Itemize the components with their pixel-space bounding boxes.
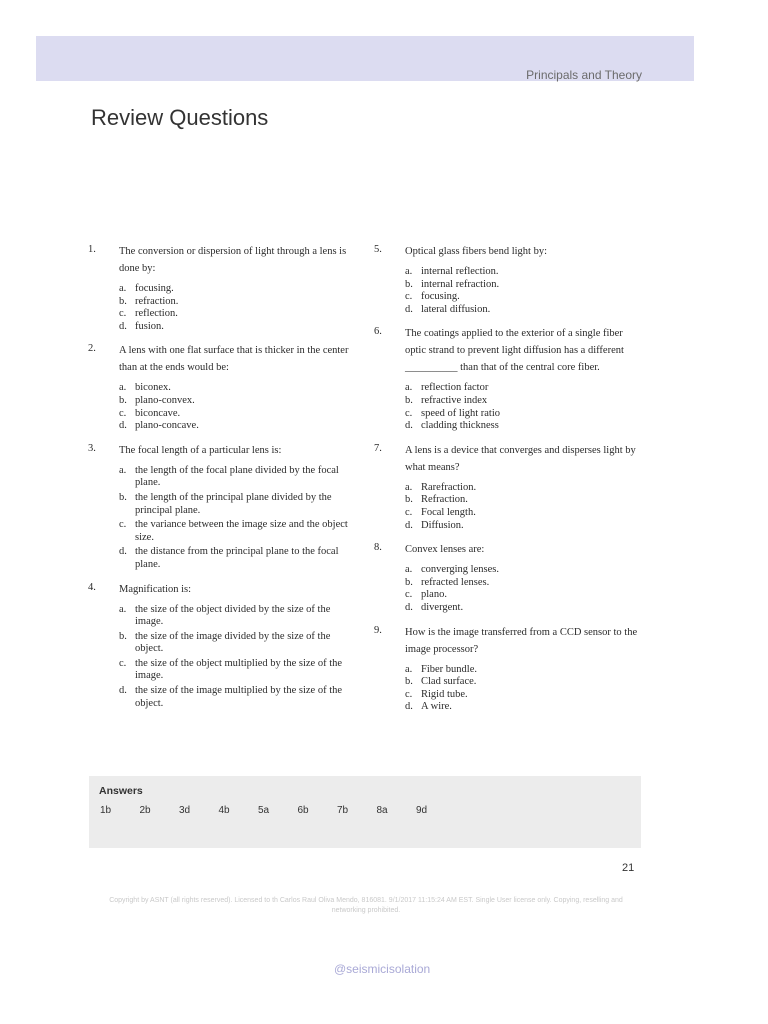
question-number: 1.: [88, 244, 96, 255]
question-text: Convex lenses are:: [405, 544, 485, 556]
option-text: Rarefraction.: [421, 481, 477, 493]
option-text: reflection.: [135, 308, 178, 320]
option-letter: c.: [119, 657, 127, 669]
option-letter: a.: [405, 382, 413, 394]
option-text: internal reflection.: [421, 266, 499, 277]
answer-option: [405, 564, 640, 577]
answer-option: [405, 395, 640, 408]
answer-option: [405, 266, 640, 279]
answer-option: [119, 465, 354, 490]
answer-option: [119, 382, 354, 395]
question-number: 5.: [374, 244, 382, 255]
answer-option: [405, 494, 640, 507]
option-list: [119, 283, 354, 333]
option-text: plano.: [421, 589, 447, 601]
option-letter: c.: [119, 519, 127, 531]
option-letter: c.: [119, 407, 127, 419]
option-text: Clad surface.: [421, 676, 477, 688]
answer-option: [405, 420, 640, 433]
option-letter: c.: [405, 407, 413, 419]
answer-option: [119, 420, 354, 433]
option-text: refraction.: [135, 295, 179, 307]
copyright-notice: Copyright by ASNT (all rights reserved). Licensed to th Carlos Raul Oliva Mendo, 816081. 9/1/2017 11:15:24 AM EST. Single User license only. Copying, reselling and networking prohibited.: [109, 897, 623, 914]
question-item: [88, 243, 354, 333]
option-letter: b.: [119, 491, 127, 503]
option-letter: d.: [405, 519, 413, 531]
option-letter: b.: [405, 394, 413, 406]
answer-option: [119, 395, 354, 408]
option-letter: a.: [119, 464, 127, 476]
option-list: [119, 604, 354, 711]
question-number: 4.: [88, 581, 96, 593]
option-text: plano-concave.: [135, 420, 199, 432]
option-text: the size of the object divided by the size of the image.: [135, 603, 331, 628]
option-letter: b.: [405, 676, 413, 688]
option-text: the length of the focal plane divided by the focal plane.: [135, 464, 339, 489]
option-letter: a.: [119, 283, 127, 294]
option-text: focusing.: [135, 283, 174, 294]
option-letter: a.: [119, 603, 127, 615]
option-letter: a.: [405, 564, 413, 576]
question-number: 9.: [374, 624, 382, 636]
option-letter: c.: [119, 308, 127, 320]
option-text: fusion.: [135, 320, 164, 332]
answer-option: [405, 279, 640, 292]
question-item: [374, 624, 640, 714]
option-list: [405, 564, 640, 614]
option-text: Fiber bundle.: [421, 663, 477, 675]
option-text: the variance between the image size and the object size.: [135, 519, 348, 543]
answers-title: Answers: [99, 785, 143, 797]
answer-option: [405, 382, 640, 395]
option-list: [405, 482, 640, 532]
option-text: the size of the image multiplied by the size of the object.: [135, 685, 343, 709]
header-band: [36, 36, 694, 81]
question-text: A lens is a device that converges and disperses light by what means?: [405, 444, 636, 473]
question-text: Optical glass fibers bend light by:: [405, 246, 548, 257]
answer-key-item: 6b: [297, 805, 309, 816]
option-text: internal refraction.: [421, 278, 500, 290]
option-letter: d.: [119, 546, 127, 558]
option-letter: d.: [405, 420, 413, 432]
question-text: The conversion or dispersion of light through a lens is done by:: [119, 246, 347, 274]
question-item: [374, 541, 640, 614]
question-number: 8.: [374, 542, 382, 554]
option-letter: d.: [119, 420, 127, 432]
option-text: cladding thickness: [421, 420, 499, 432]
option-letter: b.: [119, 630, 127, 642]
section-title: Principals and Theory: [526, 68, 642, 82]
option-text: plano-convex.: [135, 394, 195, 406]
question-item: [374, 442, 640, 532]
answer-option: [119, 308, 354, 321]
answer-option: [119, 321, 354, 334]
option-letter: d.: [119, 685, 127, 697]
option-text: the size of the object multiplied by the size of the image.: [135, 657, 343, 682]
page-title: Review Questions: [91, 105, 269, 130]
option-text: speed of light ratio: [421, 407, 501, 419]
questions-column-right: [374, 243, 640, 723]
answer-key-item: 7b: [337, 805, 349, 816]
option-letter: c.: [405, 291, 413, 303]
option-letter: b.: [405, 278, 413, 290]
answer-key-item: 5a: [258, 805, 270, 816]
option-text: converging lenses.: [421, 564, 499, 576]
answer-option: [405, 602, 640, 615]
option-text: A wire.: [421, 701, 452, 713]
answer-key-item: 4b: [218, 805, 230, 816]
option-letter: a.: [405, 481, 413, 493]
option-letter: a.: [405, 663, 413, 675]
question-text: A lens with one flat surface that is thicker in the center than at the ends would be:: [119, 345, 349, 374]
answer-key-item: 2b: [139, 805, 151, 816]
answer-option: [405, 408, 640, 421]
question-text: Magnification is:: [119, 583, 192, 595]
option-letter: d.: [405, 601, 413, 613]
option-text: reflection factor: [421, 382, 489, 394]
answer-option: [405, 291, 640, 304]
question-text: The coatings applied to the exterior of a single fiber optic strand to prevent light diffusion has a different __________ than that of the central core fiber.: [405, 328, 624, 374]
option-text: the length of the principal plane divided by the principal plane.: [135, 491, 332, 516]
answer-key-item: 1b: [100, 805, 112, 816]
answer-option: [119, 492, 354, 517]
answer-option: [119, 631, 354, 656]
option-letter: b.: [119, 394, 127, 406]
answer-option: [405, 482, 640, 495]
question-item: [374, 325, 640, 432]
option-text: biconex.: [135, 382, 171, 394]
option-text: the distance from the principal plane to the focal plane.: [135, 546, 339, 570]
answer-option: [119, 283, 354, 296]
option-letter: d.: [119, 320, 127, 332]
answers-box: [89, 776, 641, 848]
answer-option: [405, 304, 640, 317]
option-letter: c.: [405, 506, 413, 518]
answer-option: [119, 296, 354, 309]
option-letter: b.: [405, 576, 413, 588]
answer-key-item: 3d: [179, 805, 191, 816]
answer-option: [119, 685, 354, 710]
option-text: lateral diffusion.: [421, 303, 491, 315]
option-letter: b.: [119, 295, 127, 307]
option-text: the size of the image divided by the size of the object.: [135, 630, 331, 655]
option-text: Refraction.: [421, 494, 468, 506]
answer-option: [405, 577, 640, 590]
option-text: refracted lenses.: [421, 576, 490, 588]
answer-option: [405, 589, 640, 602]
answer-key-item: 9d: [416, 805, 428, 816]
answers-row: [100, 805, 456, 816]
question-item: [374, 243, 640, 316]
answer-option: [119, 604, 354, 629]
page-number: 21: [622, 862, 635, 874]
question-item: [88, 581, 354, 711]
question-text: How is the image transferred from a CCD sensor to the image processor?: [405, 626, 638, 655]
answer-option: [405, 507, 640, 520]
question-text: The focal length of a particular lens is:: [119, 444, 282, 456]
answer-option: [119, 658, 354, 683]
answer-option: [119, 519, 354, 544]
questions-column-left: [88, 243, 354, 719]
option-letter: d.: [405, 303, 413, 315]
answer-option: [405, 664, 640, 677]
option-list: [405, 664, 640, 714]
option-letter: c.: [405, 589, 413, 601]
option-letter: a.: [405, 266, 413, 277]
answer-key-item: 8a: [376, 805, 388, 816]
option-list: [119, 382, 354, 432]
answer-option: [405, 676, 640, 689]
watermark: @seismicisolation: [334, 962, 431, 976]
answer-option: [119, 408, 354, 421]
question-number: 3.: [88, 442, 96, 454]
answer-option: [405, 701, 640, 714]
option-text: Diffusion.: [421, 519, 464, 531]
answer-option: [405, 520, 640, 533]
answer-option: [405, 689, 640, 702]
option-list: [405, 266, 640, 316]
option-letter: d.: [405, 701, 413, 713]
option-letter: c.: [405, 688, 413, 700]
option-letter: a.: [119, 382, 127, 394]
answer-option: [119, 546, 354, 571]
option-text: divergent.: [421, 601, 464, 613]
option-text: focusing.: [421, 291, 460, 303]
question-number: 7.: [374, 442, 382, 454]
option-letter: b.: [405, 494, 413, 506]
question-number: 6.: [374, 326, 382, 338]
option-text: refractive index: [421, 394, 488, 406]
option-text: Rigid tube.: [421, 688, 468, 700]
question-item: [88, 342, 354, 432]
option-list: [405, 382, 640, 432]
option-text: biconcave.: [135, 407, 181, 419]
option-text: Focal length.: [421, 506, 476, 518]
question-number: 2.: [88, 343, 96, 355]
question-item: [88, 442, 354, 572]
option-list: [119, 465, 354, 572]
